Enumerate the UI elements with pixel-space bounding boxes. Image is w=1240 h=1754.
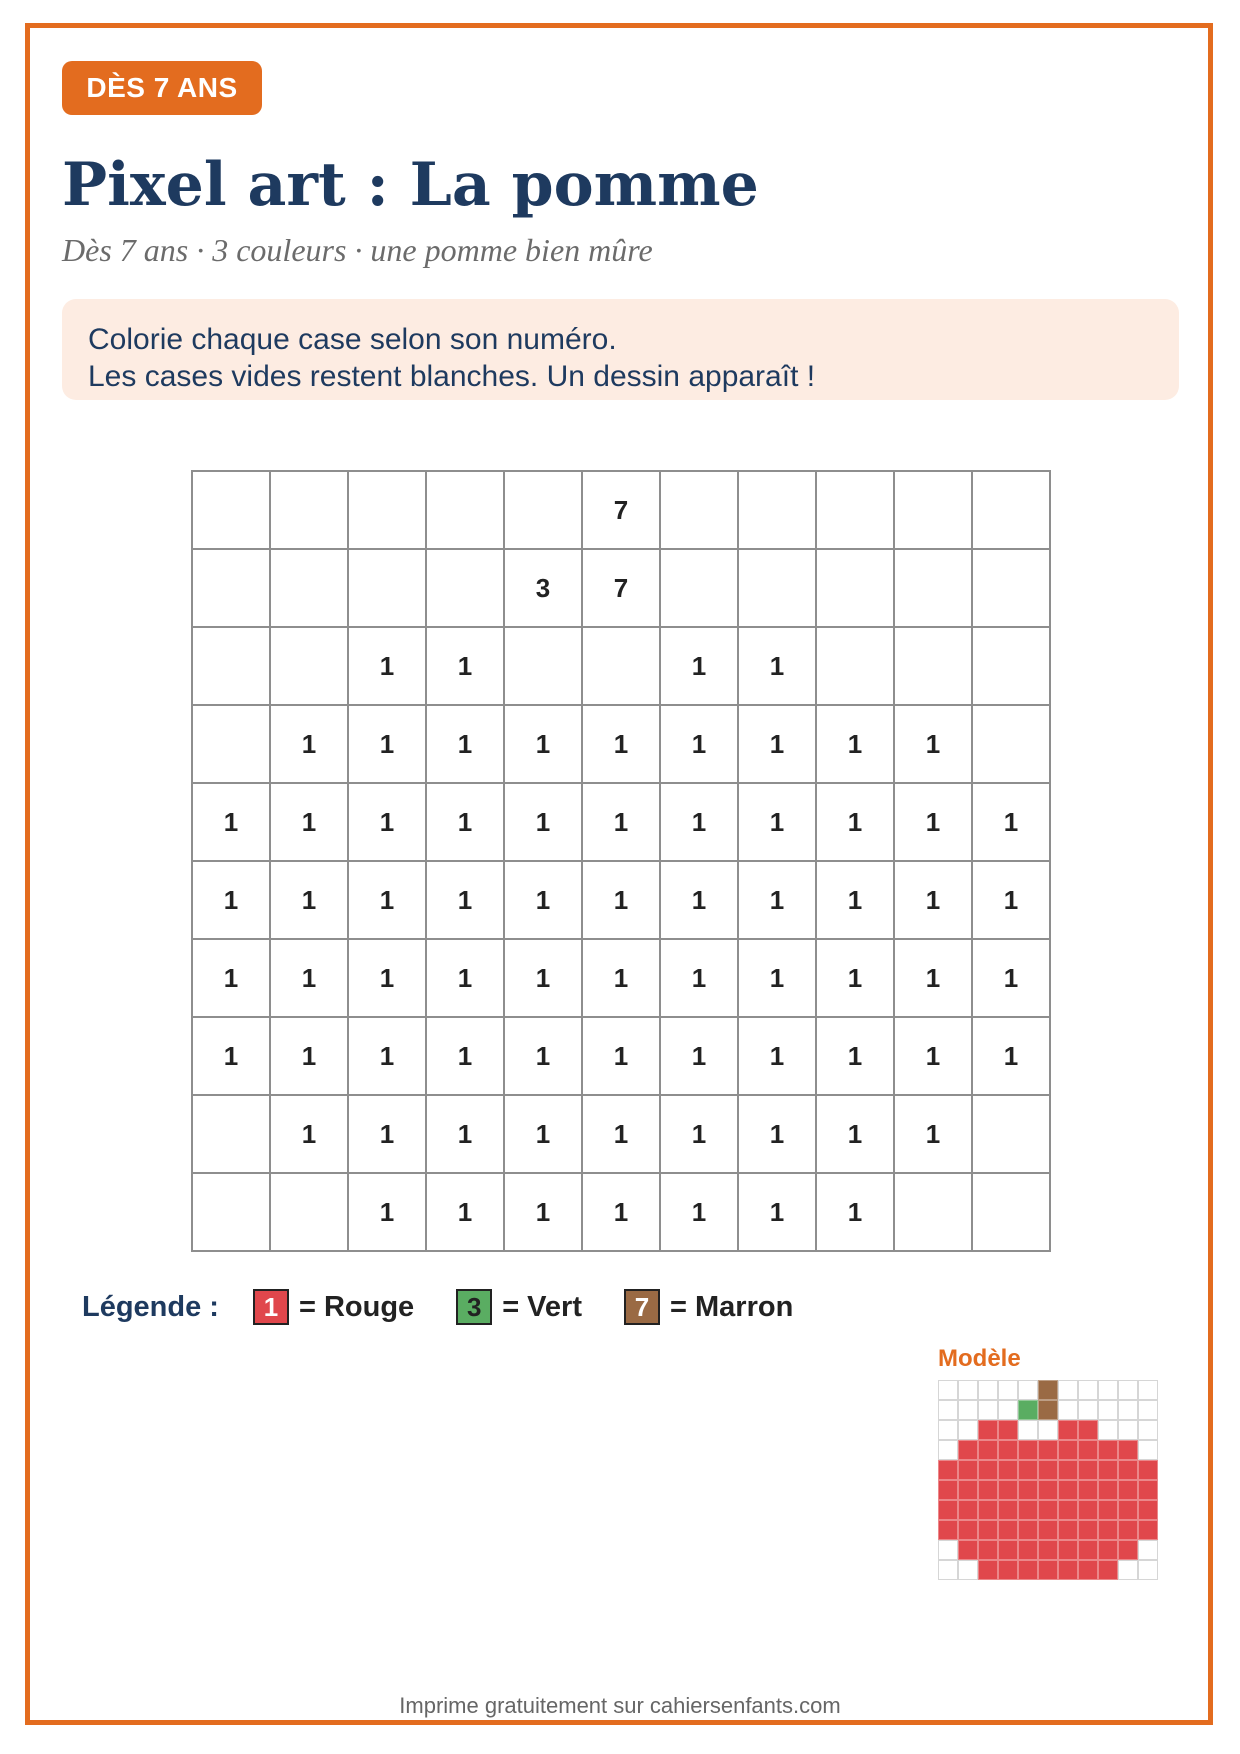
- legend-item-vert: [456, 1289, 582, 1325]
- model-cell: [958, 1380, 978, 1400]
- grid-cell: 1: [349, 1096, 427, 1174]
- grid-cell: [895, 1174, 973, 1252]
- model-cell: [1098, 1480, 1118, 1500]
- color-swatch-brown: 7: [624, 1289, 660, 1325]
- grid-cell: 1: [583, 1096, 661, 1174]
- grid-cell: [973, 1096, 1051, 1174]
- grid-cell: 1: [973, 1018, 1051, 1096]
- model-cell: [998, 1560, 1018, 1580]
- model-cell: [958, 1520, 978, 1540]
- grid-cell: 1: [349, 1174, 427, 1252]
- model-cell: [1018, 1420, 1038, 1440]
- grid-cell: 1: [193, 862, 271, 940]
- grid-cell: 1: [739, 628, 817, 706]
- model-cell: [998, 1520, 1018, 1540]
- model-cell: [1058, 1420, 1078, 1440]
- grid-cell: 1: [817, 1096, 895, 1174]
- model-cell: [1118, 1460, 1138, 1480]
- model-cell: [938, 1460, 958, 1480]
- grid-cell: 1: [661, 940, 739, 1018]
- grid-cell: [817, 628, 895, 706]
- grid-cell: [193, 1174, 271, 1252]
- grid-cell: 1: [739, 1096, 817, 1174]
- legend-item-marron: [624, 1289, 793, 1325]
- model-cell: [1018, 1500, 1038, 1520]
- grid-cell: 1: [661, 862, 739, 940]
- model-cell: [1078, 1440, 1098, 1460]
- model-cell: [1098, 1440, 1118, 1460]
- model-cell: [1018, 1540, 1038, 1560]
- model-cell: [978, 1480, 998, 1500]
- grid-cell: 1: [817, 1174, 895, 1252]
- grid-cell: 1: [427, 940, 505, 1018]
- grid-cell: 1: [583, 784, 661, 862]
- grid-cell: [895, 628, 973, 706]
- grid-cell: 3: [505, 550, 583, 628]
- model-cell: [1118, 1500, 1138, 1520]
- model-cell: [1138, 1480, 1158, 1500]
- grid-cell: 1: [661, 628, 739, 706]
- grid-cell: 1: [349, 1018, 427, 1096]
- grid-cell: 1: [895, 784, 973, 862]
- grid-cell: 1: [349, 784, 427, 862]
- model-cell: [998, 1400, 1018, 1420]
- grid-cell: 1: [349, 940, 427, 1018]
- grid-cell: 1: [739, 862, 817, 940]
- model-cell: [1038, 1400, 1058, 1420]
- grid-cell: 1: [973, 862, 1051, 940]
- model-cell: [1018, 1440, 1038, 1460]
- grid-cell: [973, 628, 1051, 706]
- grid-cell: 1: [271, 706, 349, 784]
- grid-cell: 1: [661, 1096, 739, 1174]
- model-cell: [978, 1400, 998, 1420]
- grid-cell: 1: [817, 1018, 895, 1096]
- model-cell: [1038, 1540, 1058, 1560]
- grid-cell: 1: [583, 706, 661, 784]
- grid-cell: 1: [895, 1018, 973, 1096]
- model-cell: [1098, 1400, 1118, 1420]
- model-cell: [1138, 1400, 1158, 1420]
- model-cell: [1058, 1380, 1078, 1400]
- grid-cell: [895, 550, 973, 628]
- model-cell: [1078, 1520, 1098, 1540]
- grid-cell: [817, 472, 895, 550]
- grid-cell: [505, 628, 583, 706]
- model-cell: [1018, 1560, 1038, 1580]
- model-cell: [1038, 1440, 1058, 1460]
- model-cell: [958, 1400, 978, 1420]
- model-cell: [1018, 1480, 1038, 1500]
- model-cell: [1138, 1440, 1158, 1460]
- model-cell: [1118, 1440, 1138, 1460]
- model-cell: [998, 1500, 1018, 1520]
- grid-cell: [661, 550, 739, 628]
- model-preview-grid: [938, 1380, 1158, 1580]
- grid-cell: 1: [583, 862, 661, 940]
- grid-cell: 1: [895, 1096, 973, 1174]
- model-label: Modèle: [938, 1345, 1021, 1372]
- coloring-grid: [191, 470, 1051, 1252]
- grid-cell: [271, 1174, 349, 1252]
- model-cell: [938, 1420, 958, 1440]
- model-cell: [978, 1520, 998, 1540]
- grid-cell: 7: [583, 472, 661, 550]
- subtitle: Dès 7 ans · 3 couleurs · une pomme bien mûre: [62, 232, 653, 268]
- legend-item-rouge: [253, 1289, 414, 1325]
- grid-cell: 1: [349, 628, 427, 706]
- model-cell: [1118, 1560, 1138, 1580]
- grid-cell: [193, 628, 271, 706]
- grid-cell: 1: [427, 706, 505, 784]
- model-cell: [958, 1460, 978, 1480]
- grid-cell: [505, 472, 583, 550]
- model-cell: [958, 1480, 978, 1500]
- model-cell: [938, 1480, 958, 1500]
- grid-cell: [193, 706, 271, 784]
- model-cell: [1038, 1420, 1058, 1440]
- model-cell: [938, 1440, 958, 1460]
- instruction-line: Colorie chaque case selon son numéro.: [88, 323, 617, 356]
- model-cell: [1118, 1380, 1138, 1400]
- model-cell: [1058, 1480, 1078, 1500]
- model-cell: [1078, 1380, 1098, 1400]
- model-cell: [1038, 1460, 1058, 1480]
- grid-cell: [973, 550, 1051, 628]
- model-cell: [1138, 1560, 1158, 1580]
- model-cell: [938, 1540, 958, 1560]
- model-cell: [1098, 1520, 1118, 1540]
- instruction-line: Les cases vides restent blanches. Un dessin apparaît !: [88, 360, 816, 393]
- model-cell: [1138, 1420, 1158, 1440]
- model-cell: [1098, 1380, 1118, 1400]
- grid-cell: 1: [661, 784, 739, 862]
- grid-cell: 1: [349, 862, 427, 940]
- grid-cell: [817, 550, 895, 628]
- model-cell: [1098, 1420, 1118, 1440]
- grid-cell: [271, 628, 349, 706]
- grid-cell: 1: [739, 1018, 817, 1096]
- model-cell: [998, 1480, 1018, 1500]
- model-cell: [1098, 1460, 1118, 1480]
- model-cell: [1038, 1380, 1058, 1400]
- model-cell: [1058, 1560, 1078, 1580]
- model-cell: [958, 1540, 978, 1560]
- model-cell: [938, 1520, 958, 1540]
- legend: [82, 1285, 835, 1329]
- page-title: Pixel art : La pomme: [62, 150, 759, 220]
- model-cell: [1038, 1520, 1058, 1540]
- model-cell: [978, 1420, 998, 1440]
- model-cell: [1078, 1400, 1098, 1420]
- grid-cell: 1: [505, 940, 583, 1018]
- grid-cell: 1: [505, 1174, 583, 1252]
- model-cell: [1078, 1560, 1098, 1580]
- grid-cell: [271, 550, 349, 628]
- color-swatch-green: 3: [456, 1289, 492, 1325]
- model-cell: [1078, 1480, 1098, 1500]
- grid-cell: 1: [505, 1096, 583, 1174]
- model-cell: [998, 1420, 1018, 1440]
- model-cell: [938, 1400, 958, 1420]
- model-cell: [978, 1560, 998, 1580]
- model-cell: [1058, 1520, 1078, 1540]
- grid-cell: 1: [193, 784, 271, 862]
- grid-cell: 1: [271, 940, 349, 1018]
- grid-cell: 1: [505, 1018, 583, 1096]
- grid-cell: [739, 472, 817, 550]
- model-cell: [1038, 1480, 1058, 1500]
- grid-cell: 1: [427, 1018, 505, 1096]
- grid-cell: [427, 472, 505, 550]
- grid-cell: [895, 472, 973, 550]
- model-cell: [1078, 1540, 1098, 1560]
- grid-cell: 1: [505, 784, 583, 862]
- grid-cell: 1: [583, 1174, 661, 1252]
- grid-cell: [973, 472, 1051, 550]
- model-cell: [1038, 1560, 1058, 1580]
- model-cell: [1078, 1460, 1098, 1480]
- model-cell: [998, 1460, 1018, 1480]
- grid-cell: 1: [583, 940, 661, 1018]
- legend-title: Légende :: [82, 1290, 219, 1323]
- model-cell: [1078, 1500, 1098, 1520]
- model-cell: [958, 1560, 978, 1580]
- grid-cell: 1: [895, 940, 973, 1018]
- model-cell: [1138, 1460, 1158, 1480]
- model-cell: [978, 1460, 998, 1480]
- model-cell: [1058, 1400, 1078, 1420]
- grid-cell: 7: [583, 550, 661, 628]
- model-cell: [1018, 1400, 1038, 1420]
- grid-cell: 1: [739, 706, 817, 784]
- model-cell: [998, 1380, 1018, 1400]
- model-cell: [998, 1440, 1018, 1460]
- grid-cell: 1: [817, 706, 895, 784]
- model-cell: [1098, 1500, 1118, 1520]
- grid-cell: 1: [193, 1018, 271, 1096]
- grid-cell: 1: [427, 628, 505, 706]
- model-cell: [1018, 1380, 1038, 1400]
- grid-cell: 1: [271, 784, 349, 862]
- grid-cell: 1: [427, 862, 505, 940]
- model-cell: [1138, 1500, 1158, 1520]
- model-cell: [978, 1380, 998, 1400]
- grid-cell: [349, 550, 427, 628]
- model-cell: [938, 1500, 958, 1520]
- age-badge: DÈS 7 ANS: [62, 61, 262, 115]
- grid-cell: 1: [271, 1018, 349, 1096]
- grid-cell: 1: [817, 940, 895, 1018]
- model-cell: [958, 1420, 978, 1440]
- model-cell: [1078, 1420, 1098, 1440]
- model-cell: [1118, 1480, 1138, 1500]
- model-cell: [938, 1560, 958, 1580]
- grid-cell: 1: [427, 1174, 505, 1252]
- legend-label: = Rouge: [298, 1290, 415, 1323]
- grid-cell: [973, 1174, 1051, 1252]
- model-cell: [1018, 1460, 1038, 1480]
- grid-cell: 1: [271, 1096, 349, 1174]
- grid-cell: [661, 472, 739, 550]
- legend-label: = Vert: [502, 1290, 582, 1323]
- grid-cell: 1: [427, 1096, 505, 1174]
- grid-cell: 1: [739, 1174, 817, 1252]
- color-swatch-red: 1: [253, 1289, 289, 1325]
- model-cell: [1058, 1440, 1078, 1460]
- model-cell: [978, 1500, 998, 1520]
- grid-cell: 1: [817, 862, 895, 940]
- grid-cell: 1: [427, 784, 505, 862]
- grid-cell: 1: [661, 706, 739, 784]
- model-cell: [1018, 1520, 1038, 1540]
- model-cell: [1118, 1400, 1138, 1420]
- grid-cell: [973, 706, 1051, 784]
- grid-cell: 1: [349, 706, 427, 784]
- grid-cell: 1: [973, 940, 1051, 1018]
- model-cell: [1058, 1540, 1078, 1560]
- grid-cell: 1: [895, 706, 973, 784]
- model-cell: [1118, 1520, 1138, 1540]
- grid-cell: [271, 472, 349, 550]
- instructions-box: [62, 299, 1179, 400]
- grid-cell: 1: [739, 940, 817, 1018]
- model-cell: [1098, 1540, 1118, 1560]
- model-cell: [958, 1500, 978, 1520]
- legend-label: = Marron: [670, 1290, 794, 1323]
- grid-cell: 1: [661, 1174, 739, 1252]
- model-cell: [1118, 1540, 1138, 1560]
- model-cell: [978, 1540, 998, 1560]
- grid-cell: 1: [895, 862, 973, 940]
- grid-cell: [427, 550, 505, 628]
- model-cell: [1098, 1560, 1118, 1580]
- model-cell: [938, 1380, 958, 1400]
- grid-cell: 1: [193, 940, 271, 1018]
- grid-cell: 1: [739, 784, 817, 862]
- grid-cell: 1: [271, 862, 349, 940]
- model-cell: [1058, 1460, 1078, 1480]
- grid-cell: 1: [973, 784, 1051, 862]
- grid-cell: [349, 472, 427, 550]
- model-cell: [1138, 1380, 1158, 1400]
- grid-cell: 1: [505, 706, 583, 784]
- model-cell: [1138, 1520, 1158, 1540]
- grid-cell: [193, 550, 271, 628]
- grid-cell: 1: [583, 1018, 661, 1096]
- grid-cell: [739, 550, 817, 628]
- model-cell: [998, 1540, 1018, 1560]
- model-cell: [1058, 1500, 1078, 1520]
- model-cell: [1038, 1500, 1058, 1520]
- model-cell: [1138, 1540, 1158, 1560]
- model-cell: [958, 1440, 978, 1460]
- grid-cell: [193, 472, 271, 550]
- grid-cell: 1: [505, 862, 583, 940]
- model-cell: [1118, 1420, 1138, 1440]
- footer-credit: Imprime gratuitement sur cahiersenfants.com: [399, 1693, 841, 1718]
- grid-cell: [193, 1096, 271, 1174]
- grid-cell: 1: [661, 1018, 739, 1096]
- model-cell: [978, 1440, 998, 1460]
- grid-cell: [583, 628, 661, 706]
- grid-cell: 1: [817, 784, 895, 862]
